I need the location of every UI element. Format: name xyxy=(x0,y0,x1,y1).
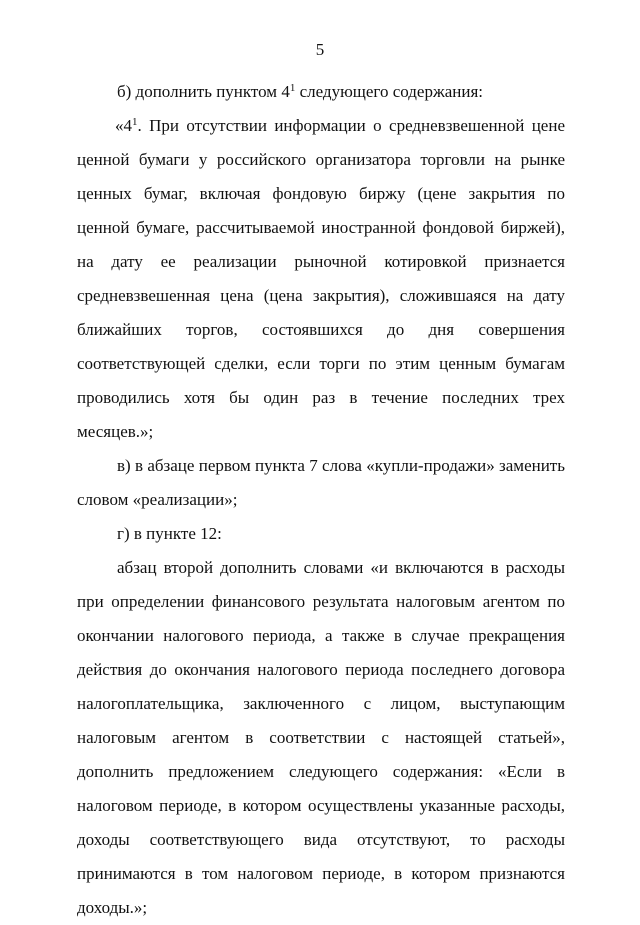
paragraph-item-v: в) в абзаце первом пункта 7 слова «купли-продажи» заменить словом «реализации»; xyxy=(77,456,565,509)
paragraph-point-4-1-start: «4 xyxy=(115,116,132,135)
paragraph-item-g: г) в пункте 12: xyxy=(117,524,222,543)
paragraph-item-b xyxy=(77,75,565,109)
paragraph-item-b-text-end: следующего содержания: xyxy=(295,82,483,101)
paragraph-abzac-second: абзац второй дополнить словами «и включаются в расходы при определении финансового результата налоговым агентом по окончании налогового периода, а также в случае прекращения действия до окончания налогового периода последнего договора налогоплательщика, заключенного с лицом, выступающим налоговым агентом в соответствии с настоящей статьей», дополнить предложением следующего содержания: «Если в налоговом периоде, в котором осуществлены указанные расходы, доходы соответствующего вида отсутствуют, то расходы принимаются в том налоговом периоде, в котором признаются доходы.»; xyxy=(77,558,565,917)
paragraph-point-4-1 xyxy=(77,109,565,449)
paragraph-point-4-1-text: . При отсутствии информации о средневзвешенной цене ценной бумаги у российского организатора торговли на рынке ценных бумаг, включая фондовую биржу (цене закрытия по ценной бумаге, рассчитываемой иностранной фондовой биржей), на дату ее реализации рыночной котировкой признается средневзвешенная цена (цена закрытия), сложившаяся на дату ближайших торгов, состоявшихся до дня совершения соответствующей сделки, если торги по этим ценным бумагам проводились хотя бы один раз в течение последних трех месяцев.»; xyxy=(77,116,565,441)
document-body xyxy=(77,75,565,925)
paragraph-item-b-text: б) дополнить пунктом 4 xyxy=(117,82,290,101)
page-number: 5 xyxy=(315,40,325,59)
superscript: 1 xyxy=(289,82,296,94)
superscript: 1 xyxy=(132,116,138,128)
